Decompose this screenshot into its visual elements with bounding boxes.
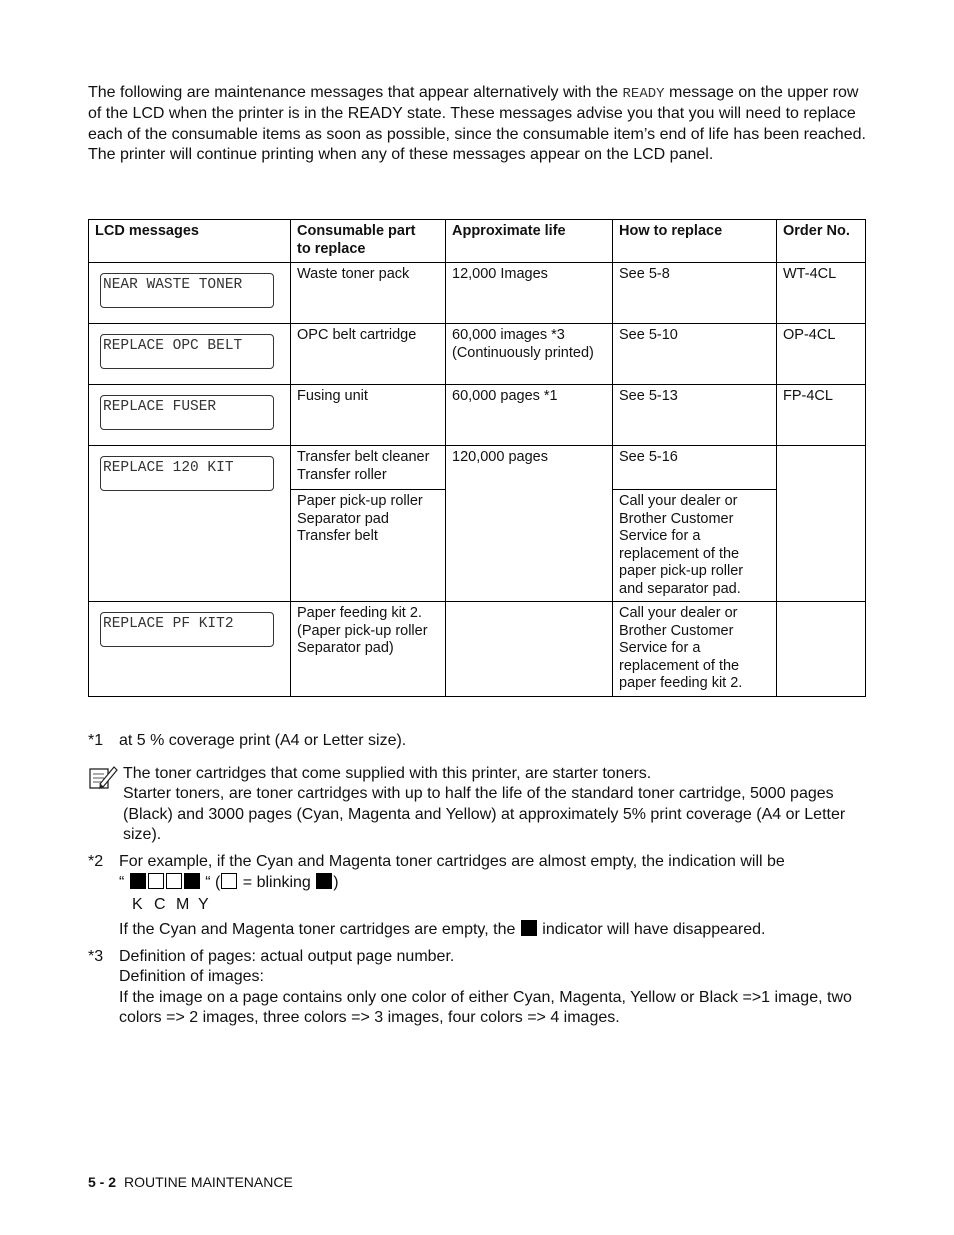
how-cell: See 5-8 (613, 263, 777, 324)
footnote-3-line-2: Definition of images: (119, 968, 264, 986)
footnote-1 (88, 731, 878, 753)
part-cell: Fusing unit (291, 385, 446, 446)
how-cell: Call your dealer or Brother Customer Service for a replacement of the paper feeding kit 2. (613, 602, 777, 697)
lcd-cell (89, 602, 291, 697)
header-lcd-messages: LCD messages (89, 220, 291, 263)
part-cell: Waste toner pack (291, 263, 446, 324)
how-cell: Call your dealer or Brother Customer Service for a replacement of the paper pick-up roller and separator pad. (613, 490, 777, 602)
label-c: C (154, 895, 166, 913)
life-cell: 12,000 Images (446, 263, 613, 324)
life-cell: 60,000 images *3 (Continuously printed) (446, 324, 613, 385)
part-cell: Transfer belt cleaner Transfer roller (291, 446, 446, 490)
order-cell: WT-4CL (777, 263, 866, 324)
filled-square-icon (184, 873, 200, 889)
footnote-2-line-3 (119, 920, 879, 940)
filled-square-icon (316, 873, 332, 889)
close-quote: “ ( (200, 874, 221, 892)
footnote-mark: *2 (88, 853, 104, 870)
empty-square-icon (166, 873, 182, 889)
order-cell (777, 446, 866, 602)
ready-code: READY (622, 86, 665, 102)
intro-paragraph (88, 83, 868, 165)
lcd-cell (89, 446, 291, 602)
empty-square-icon (221, 873, 237, 889)
how-cell: See 5-10 (613, 324, 777, 385)
footnote-mark: *1 (88, 732, 104, 749)
line3-text-b: indicator will have disappeared. (537, 920, 766, 938)
order-cell (777, 602, 866, 697)
table-header-row (89, 220, 866, 263)
kcmy-labels (132, 895, 879, 915)
footnote-3 (88, 947, 878, 1031)
footnote-2-line-1: For example, if the Cyan and Magenta toner cartridges are almost empty, the indication will be (119, 853, 785, 870)
table-row (89, 263, 866, 324)
section-title: ROUTINE MAINTENANCE (124, 1174, 293, 1190)
footnote-2 (88, 852, 878, 942)
order-cell: OP-4CL (777, 324, 866, 385)
page-number: 5 - 2 (88, 1174, 117, 1190)
table-row (89, 446, 866, 490)
footnote-mark: *3 (88, 948, 104, 965)
intro-text-2: message on the upper row of the LCD when the printer is in the READY state. These messages advise you that you will need to replace each of the consumable items as soon as possible, since the consumable item’s end of life has been reached. The printer will continue printing when any of these messages appear on the LCD panel. (88, 84, 866, 163)
lcd-message-box: REPLACE OPC BELT (100, 334, 274, 369)
lcd-cell (89, 385, 291, 446)
header-consumable-part: Consumable part to replace (291, 220, 446, 263)
maintenance-messages-table (88, 219, 866, 697)
indicator-example (119, 873, 879, 893)
footnote-3-line-3: If the image on a page contains only one color of either Cyan, Magenta, Yellow or Black =>1 image, two colors => 2 images, three colors => 3 images, four colors => 4 images. (119, 988, 852, 1026)
how-cell: See 5-16 (613, 446, 777, 490)
lcd-message-box: REPLACE FUSER (100, 395, 274, 430)
life-cell: 60,000 pages *1 (446, 385, 613, 446)
note-line-2: Starter toners, are toner cartridges with up to half the life of the standard toner cartridge, 5000 pages (Black) and 3000 pages (Cyan, Magenta and Yellow) at approximately 5% print coverage (A4 or Letter size). (123, 785, 846, 843)
lcd-cell (89, 324, 291, 385)
header-how-to-replace: How to replace (613, 220, 777, 263)
lcd-cell (89, 263, 291, 324)
memo-pencil-icon (88, 764, 118, 790)
table-row (89, 385, 866, 446)
label-y: Y (198, 895, 209, 913)
legend-equals-text: = blinking (238, 874, 316, 892)
footnote-3-line-1: Definition of pages: actual output page number. (119, 948, 455, 965)
footnote-text: at 5 % coverage print (A4 or Letter size). (119, 732, 407, 749)
lcd-message-box: REPLACE PF KIT2 (100, 612, 274, 647)
part-cell: Paper feeding kit 2. (Paper pick-up roller Separator pad) (291, 602, 446, 697)
part-cell: OPC belt cartridge (291, 324, 446, 385)
filled-square-icon (521, 920, 537, 936)
starter-toner-note (88, 764, 878, 846)
lcd-message-box: NEAR WASTE TONER (100, 273, 274, 308)
table-row (89, 602, 866, 697)
part-cell: Paper pick-up roller Separator pad Transfer belt (291, 490, 446, 602)
filled-square-icon (130, 873, 146, 889)
intro-text-1: The following are maintenance messages that appear alternatively with the (88, 84, 623, 101)
label-k: K (132, 895, 143, 913)
line3-text-a: If the Cyan and Magenta toner cartridges are empty, the (119, 920, 520, 938)
open-quote: “ (119, 874, 125, 892)
header-approximate-life: Approximate life (446, 220, 613, 263)
header-order-no: Order No. (777, 220, 866, 263)
life-cell (446, 602, 613, 697)
lcd-message-box: REPLACE 120 KIT (100, 456, 274, 491)
how-cell: See 5-13 (613, 385, 777, 446)
life-cell: 120,000 pages (446, 446, 613, 602)
legend-close: ) (333, 874, 339, 892)
order-cell: FP-4CL (777, 385, 866, 446)
label-m: M (176, 895, 190, 913)
page-footer (88, 1174, 293, 1190)
note-line-1: The toner cartridges that come supplied with this printer, are starter toners. (123, 765, 652, 782)
table-row (89, 324, 866, 385)
empty-square-icon (148, 873, 164, 889)
